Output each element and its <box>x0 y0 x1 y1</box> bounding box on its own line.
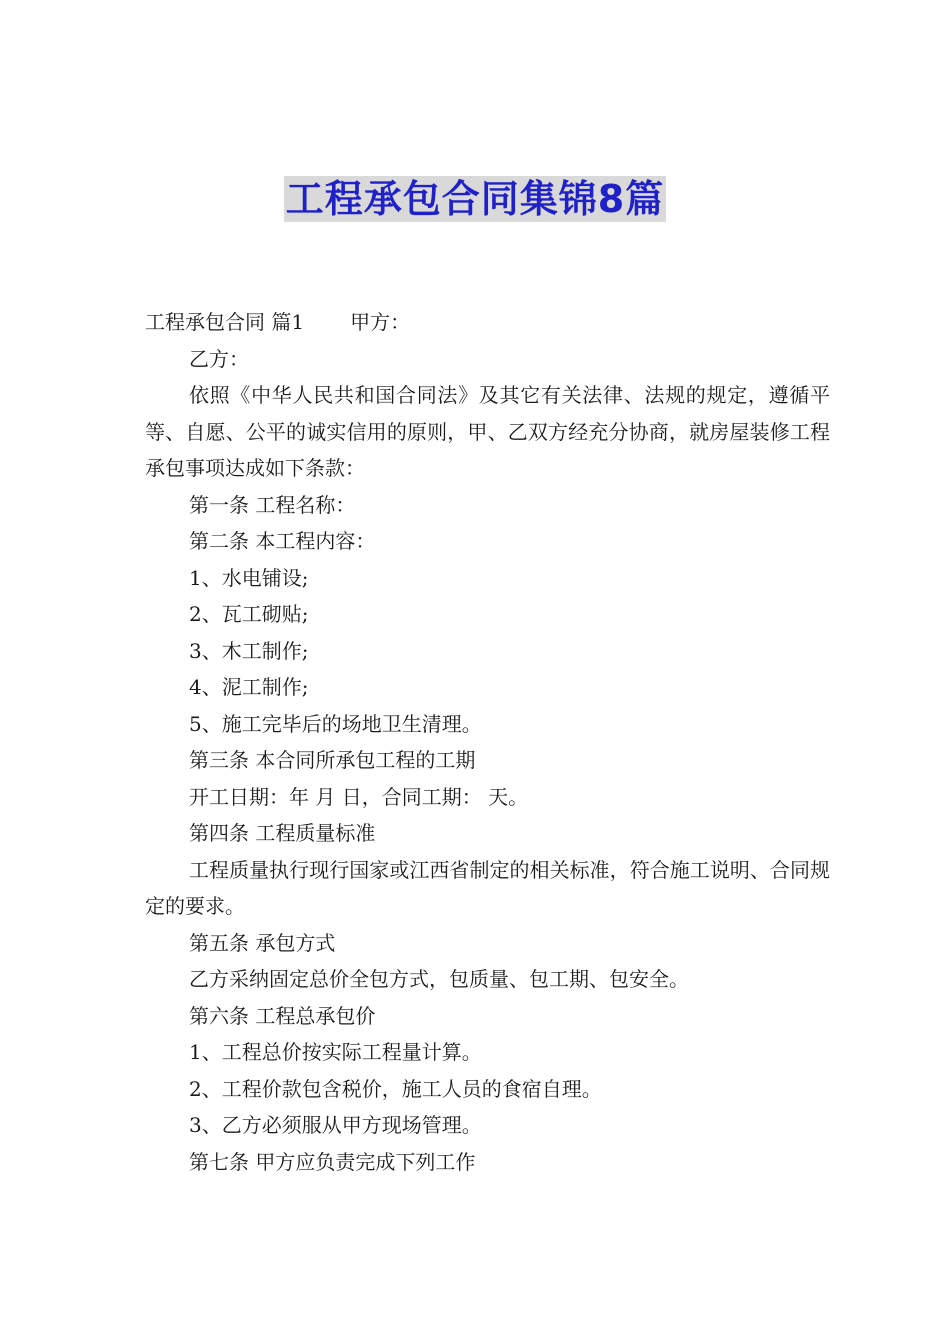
list-item: 3、乙方必须服从甲方现场管理。 <box>189 1113 482 1137</box>
article-5-heading: 第五条 承包方式 <box>189 930 336 955</box>
schedule-line: 开工日期：年 月 日，合同工期： 天。 <box>189 784 529 809</box>
party-a-label: 甲方： <box>350 310 411 334</box>
preamble-paragraph: 依照《中华人民共和国合同法》及其它有关法律、法规的规定，遵循平等、自愿、公平的诚实信用的原则，甲、乙双方经充分协商，就房屋装修工程承包事项达成如下条款： <box>145 383 830 480</box>
article-6-heading: 第六条 工程总承包价 <box>189 1003 376 1028</box>
article-7-heading: 第七条 甲方应负责完成下列工作 <box>189 1149 476 1174</box>
list-item: 2、工程价款包含税价，施工人员的食宿自理。 <box>189 1076 602 1101</box>
list-item: 1、工程总价按实际工程量计算。 <box>189 1040 482 1064</box>
article-1-heading: 第一条 工程名称： <box>189 492 356 517</box>
list-item: 3、木工制作; <box>189 638 309 663</box>
opening-line <box>145 304 830 341</box>
contract-method-paragraph: 乙方采纳固定总价全包方式，包质量、包工期、包安全。 <box>189 967 689 991</box>
list-item: 5、施工完毕后的场地卫生清理。 <box>189 711 482 736</box>
document-body <box>145 304 830 1180</box>
document-title: 工程承包合同集锦8篇 <box>285 177 665 221</box>
section-heading: 工程承包合同 篇1 <box>145 310 305 334</box>
party-b-label: 乙方： <box>189 346 249 371</box>
list-item: 4、泥工制作; <box>189 675 309 699</box>
quality-paragraph: 工程质量执行现行国家或江西省制定的相关标准，符合施工说明、合同规定的要求。 <box>145 857 830 918</box>
article-2-heading: 第二条 本工程内容： <box>189 529 376 553</box>
title-container <box>0 176 950 222</box>
article-4-heading: 第四条 工程质量标准 <box>189 821 376 845</box>
list-item: 2、瓦工砌贴; <box>189 602 309 626</box>
list-item: 1、水电铺设; <box>189 565 309 590</box>
article-3-heading: 第三条 本合同所承包工程的工期 <box>189 748 476 772</box>
